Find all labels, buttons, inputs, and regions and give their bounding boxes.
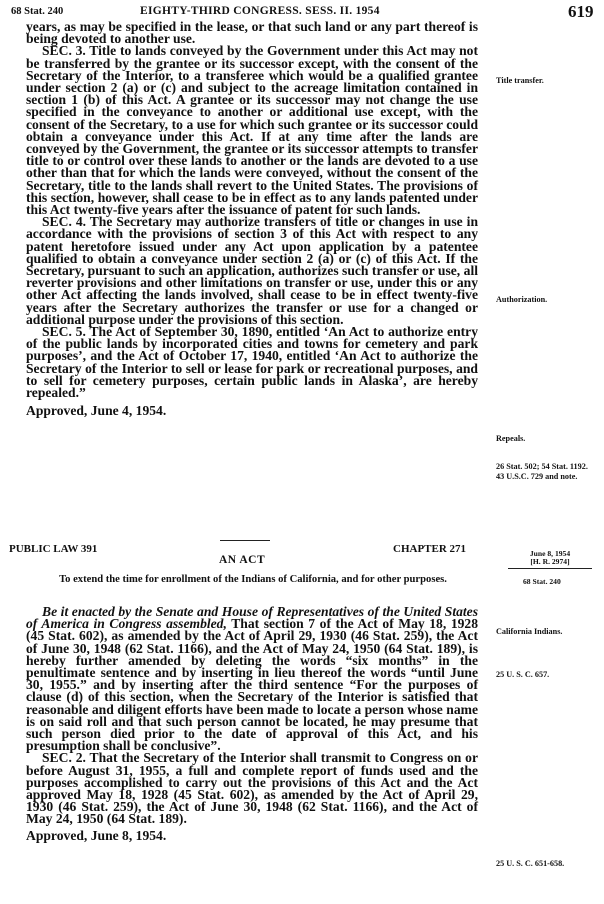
section-3 [26,45,478,216]
section-4-text: The Secretary may authorize transfers of title or changes in use in accordance with the provisions of section 3 of this Act with respect to any patent heretofore issued under any Act upon application by a patentee qualified to obtain a conveyance under section 2 (a) or (c) of this Act. If the Secretary, pursuant to such an application, authorizes such transfer or use, all reverter provisions and other limitations on transfer or use, under this or any other Act affecting the lands involved, shall cease to be in effect twenty-five years after the Secretary authorizes the transfer or use for a changed or additional purpose under the provisions of this section. [26,214,479,327]
section-4 [26,216,478,326]
enacting-text: That section 7 of the Act of May 18, 1928 (45 Stat. 602), as amended by the Act of April 29, 1930 (46 Stat. 259), the Act of June 30, 1948 (62 Stat. 1166), and the Act of May 24, 1950 (64 Stat. 189), is hereby further amended by deleting the words “six months” in the penultimate sentence and by inserting in lieu thereof the words “until June 30, 1955.” and by inserting after the third sentence “For the purposes of clause (d) of this section, when the Secretary of the Interior is satisfied that reasonable and diligent efforts have been made to locate a person whose name is on said roll and that such person cannot be located, he may presume that such person died prior to the date of approval of this Act, and his presumption shall be conclusive”. [26,616,479,754]
margin-note-statute: 68 Stat. 240 [523,577,561,586]
chapter-number: CHAPTER 271 [393,543,467,555]
bill-number: [H. R. 2974] [530,557,570,567]
act-title: AN ACT [219,554,266,566]
section-5-label: SEC. 5. [42,324,86,340]
section-3-text: Title to lands conveyed by the Government under this Act may not be transferred by the grantee or its successor except, with the consent of the Secretary of the Interior, to a transferee which would be a qualified grantee under section 2 (a) or (c) and subject to the acreage limitation contained in section 1 (b) of this Act. A grantee or its successor may not change the use specified in the conveyance to another or additional use except, with the consent of the Secretary, to a use for which such grantee or its successor could obtain a conveyance under this Act. If at any time after the lands are conveyed by the Government, the grantee or its successor attempts to transfer title to or control over these lands to another or the lands are devoted to a use other than that for which the lands were conveyed, without the consent of the Secretary, title to the lands shall revert to the United States. The provisions of this section, however, shall cease to be in effect as to any lands patented under this Act twenty-five years after the issuance of patent for such lands. [26,43,478,218]
section-3-label: SEC. 3. [42,43,86,59]
margin-note-repeals: Repeals. [496,434,526,443]
section-2-conclusion: years, as may be specified in the lease, or that such land or any part thereof is being devoted to another use. [26,19,478,47]
margin-note-repeals-citation: 26 Stat. 502; 54 Stat. 1192. 43 U.S.C. 729 and note. [496,462,588,481]
margin-note-title-transfer: Title transfer. [496,76,544,85]
margin-note-usc-651: 25 U. S. C. 651-658. [496,859,565,868]
running-title: EIGHTY-THIRD CONGRESS. SESS. II. 1954 [140,5,380,17]
section-4-label: SEC. 4. [42,214,87,230]
enacting-clause: Be it enacted by the Senate and House of Representatives of the United States of America in Congress assembled, [26,604,478,632]
margin-note-california-indians: California Indians. [496,627,563,636]
bill-underline [508,568,592,569]
section-2-text: That the Secretary of the Interior shall transmit to Congress on or before August 31, 1955, a full and complete report of funds used and the purposes accomplished to carry out the provisions of this Act and the Act approved May 18, 1928 (45 Stat. 602), as amended by the Act of April 29, 1930 (46 Stat. 259), the Act of June 30, 1948 (62 Stat. 1166), and the Act of May 24, 1950 (64 Stat. 189). [26,750,478,827]
section-2-report [26,752,478,825]
act-purpose: To extend the time for enrollment of the Indians of California, and for other purposes. [59,574,447,585]
bill-reference-box [508,550,592,569]
public-law-number: PUBLIC LAW 391 [9,543,98,555]
section-5 [26,326,478,399]
upper-text-block [26,21,478,418]
bill-date: June 8, 1954 [529,549,571,558]
lower-text-block [26,606,478,842]
statute-reference: 68 Stat. 240 [11,6,64,17]
section-divider [220,540,270,541]
approval-date-2: Approved, June 8, 1954. [26,827,167,843]
enacting-paragraph [26,606,478,752]
section-2-label: SEC. 2. [42,750,86,766]
margin-note-authorization: Authorization. [496,295,548,304]
page-number: 619 [568,2,594,21]
section-5-text: The Act of September 30, 1890, entitled ‘An Act to authorize entry of the public lands by incorporated cities and towns for cemetery and park purposes’, and the Act of October 17, 1940, entitled ‘An Act to authorize the Secretary of the Interior to sell or lease for park or recreational purposes, and to sell for cemetery purposes, certain public lands in Alaska’, are hereby repealed.” [26,324,478,401]
margin-note-usc-657: 25 U. S. C. 657. [496,670,550,679]
approval-date-1: Approved, June 4, 1954. [26,403,167,419]
